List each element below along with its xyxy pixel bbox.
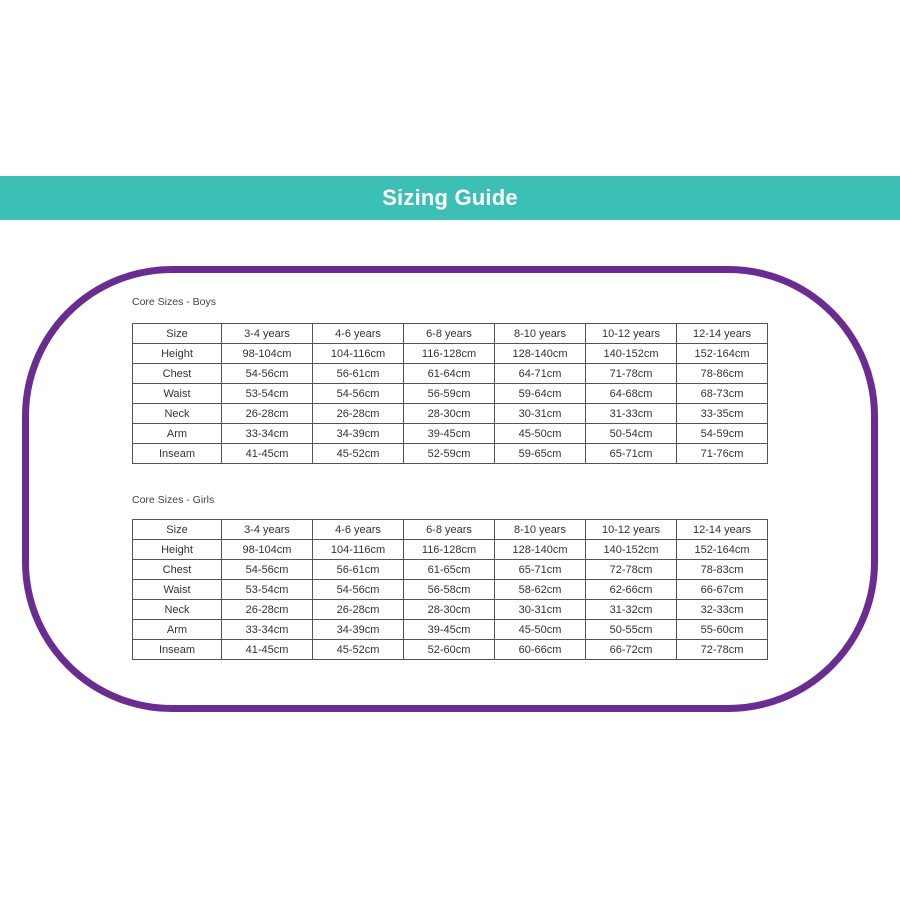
girls-measurement-cell: 98-104cm [222,540,313,560]
girls-measurement-cell: 52-60cm [404,640,495,660]
boys-row-label: Chest [133,364,222,384]
boys-measurement-cell: 41-45cm [222,444,313,464]
girls-measurement-cell: 33-34cm [222,620,313,640]
girls-measurement-cell: 128-140cm [495,540,586,560]
girls-measurement-cell: 66-72cm [586,640,677,660]
girls-measurement-cell: 55-60cm [677,620,768,640]
girls-size-table [132,519,768,660]
girls-row-label: Waist [133,580,222,600]
boys-measurement-cell: 26-28cm [313,404,404,424]
girls-size-header-cell: 4-6 years [313,520,404,540]
boys-size-header-cell: 6-8 years [404,324,495,344]
girls-measurement-cell: 65-71cm [495,560,586,580]
girls-row-label: Arm [133,620,222,640]
girls-row-label: Chest [133,560,222,580]
boys-measurement-cell: 71-78cm [586,364,677,384]
girls-size-header-cell: 6-8 years [404,520,495,540]
girls-measurement-cell: 50-55cm [586,620,677,640]
boys-measurement-cell: 98-104cm [222,344,313,364]
boys-measurement-cell: 140-152cm [586,344,677,364]
girls-measurement-cell: 28-30cm [404,600,495,620]
girls-measurement-cell: 26-28cm [313,600,404,620]
girls-measurement-cell: 66-67cm [677,580,768,600]
girls-measurement-cell: 45-50cm [495,620,586,640]
boys-measurement-cell: 56-59cm [404,384,495,404]
boys-measurement-cell: 104-116cm [313,344,404,364]
girls-row-label: Height [133,540,222,560]
girls-table-row [133,540,768,560]
boys-measurement-cell: 152-164cm [677,344,768,364]
girls-measurement-cell: 31-32cm [586,600,677,620]
boys-size-header-cell: 10-12 years [586,324,677,344]
boys-row-label: Size [133,324,222,344]
boys-table-row [133,324,768,344]
boys-row-label: Neck [133,404,222,424]
boys-measurement-cell: 71-76cm [677,444,768,464]
boys-table-row [133,384,768,404]
girls-row-label: Neck [133,600,222,620]
girls-measurement-cell: 56-61cm [313,560,404,580]
boys-measurement-cell: 78-86cm [677,364,768,384]
girls-measurement-cell: 30-31cm [495,600,586,620]
boys-row-label: Inseam [133,444,222,464]
boys-measurement-cell: 39-45cm [404,424,495,444]
girls-size-header-cell: 12-14 years [677,520,768,540]
boys-measurement-cell: 52-59cm [404,444,495,464]
girls-measurement-cell: 39-45cm [404,620,495,640]
girls-row-label: Size [133,520,222,540]
girls-table-row [133,560,768,580]
girls-row-label: Inseam [133,640,222,660]
boys-size-header-cell: 8-10 years [495,324,586,344]
page-title: Sizing Guide [382,185,518,210]
boys-size-table [132,323,768,464]
girls-measurement-cell: 32-33cm [677,600,768,620]
boys-size-header-cell: 4-6 years [313,324,404,344]
boys-measurement-cell: 54-56cm [222,364,313,384]
girls-measurement-cell: 62-66cm [586,580,677,600]
boys-size-header-cell: 3-4 years [222,324,313,344]
boys-measurement-cell: 50-54cm [586,424,677,444]
girls-measurement-cell: 152-164cm [677,540,768,560]
boys-measurement-cell: 31-33cm [586,404,677,424]
boys-measurement-cell: 45-52cm [313,444,404,464]
girls-measurement-cell: 78-83cm [677,560,768,580]
boys-table-row [133,344,768,364]
girls-table-row [133,640,768,660]
boys-table-row [133,424,768,444]
sizing-guide-banner [0,176,900,220]
boys-measurement-cell: 28-30cm [404,404,495,424]
boys-measurement-cell: 54-59cm [677,424,768,444]
boys-measurement-cell: 30-31cm [495,404,586,424]
girls-measurement-cell: 41-45cm [222,640,313,660]
boys-table-row [133,364,768,384]
girls-measurement-cell: 45-52cm [313,640,404,660]
boys-measurement-cell: 26-28cm [222,404,313,424]
boys-measurement-cell: 33-35cm [677,404,768,424]
boys-measurement-cell: 59-65cm [495,444,586,464]
girls-measurement-cell: 54-56cm [222,560,313,580]
boys-measurement-cell: 64-68cm [586,384,677,404]
girls-measurement-cell: 58-62cm [495,580,586,600]
boys-measurement-cell: 68-73cm [677,384,768,404]
girls-measurement-cell: 72-78cm [586,560,677,580]
girls-measurement-cell: 56-58cm [404,580,495,600]
girls-table-row [133,620,768,640]
boys-section-label: Core Sizes - Boys [132,296,217,308]
girls-table-row [133,600,768,620]
girls-section-label: Core Sizes - Girls [132,494,215,506]
boys-size-header-cell: 12-14 years [677,324,768,344]
girls-measurement-cell: 140-152cm [586,540,677,560]
boys-measurement-cell: 33-34cm [222,424,313,444]
girls-size-header-cell: 10-12 years [586,520,677,540]
girls-table-row [133,520,768,540]
girls-measurement-cell: 26-28cm [222,600,313,620]
girls-table-row [133,580,768,600]
girls-measurement-cell: 72-78cm [677,640,768,660]
girls-size-header-cell: 8-10 years [495,520,586,540]
boys-row-label: Arm [133,424,222,444]
boys-measurement-cell: 65-71cm [586,444,677,464]
boys-measurement-cell: 53-54cm [222,384,313,404]
girls-measurement-cell: 54-56cm [313,580,404,600]
boys-table-row [133,444,768,464]
boys-row-label: Waist [133,384,222,404]
boys-table-row [133,404,768,424]
boys-row-label: Height [133,344,222,364]
boys-measurement-cell: 128-140cm [495,344,586,364]
boys-measurement-cell: 34-39cm [313,424,404,444]
girls-size-header-cell: 3-4 years [222,520,313,540]
girls-measurement-cell: 53-54cm [222,580,313,600]
girls-measurement-cell: 60-66cm [495,640,586,660]
girls-measurement-cell: 34-39cm [313,620,404,640]
boys-measurement-cell: 54-56cm [313,384,404,404]
boys-measurement-cell: 56-61cm [313,364,404,384]
girls-measurement-cell: 104-116cm [313,540,404,560]
boys-measurement-cell: 45-50cm [495,424,586,444]
girls-measurement-cell: 116-128cm [404,540,495,560]
boys-measurement-cell: 116-128cm [404,344,495,364]
girls-measurement-cell: 61-65cm [404,560,495,580]
boys-measurement-cell: 59-64cm [495,384,586,404]
boys-measurement-cell: 61-64cm [404,364,495,384]
boys-measurement-cell: 64-71cm [495,364,586,384]
